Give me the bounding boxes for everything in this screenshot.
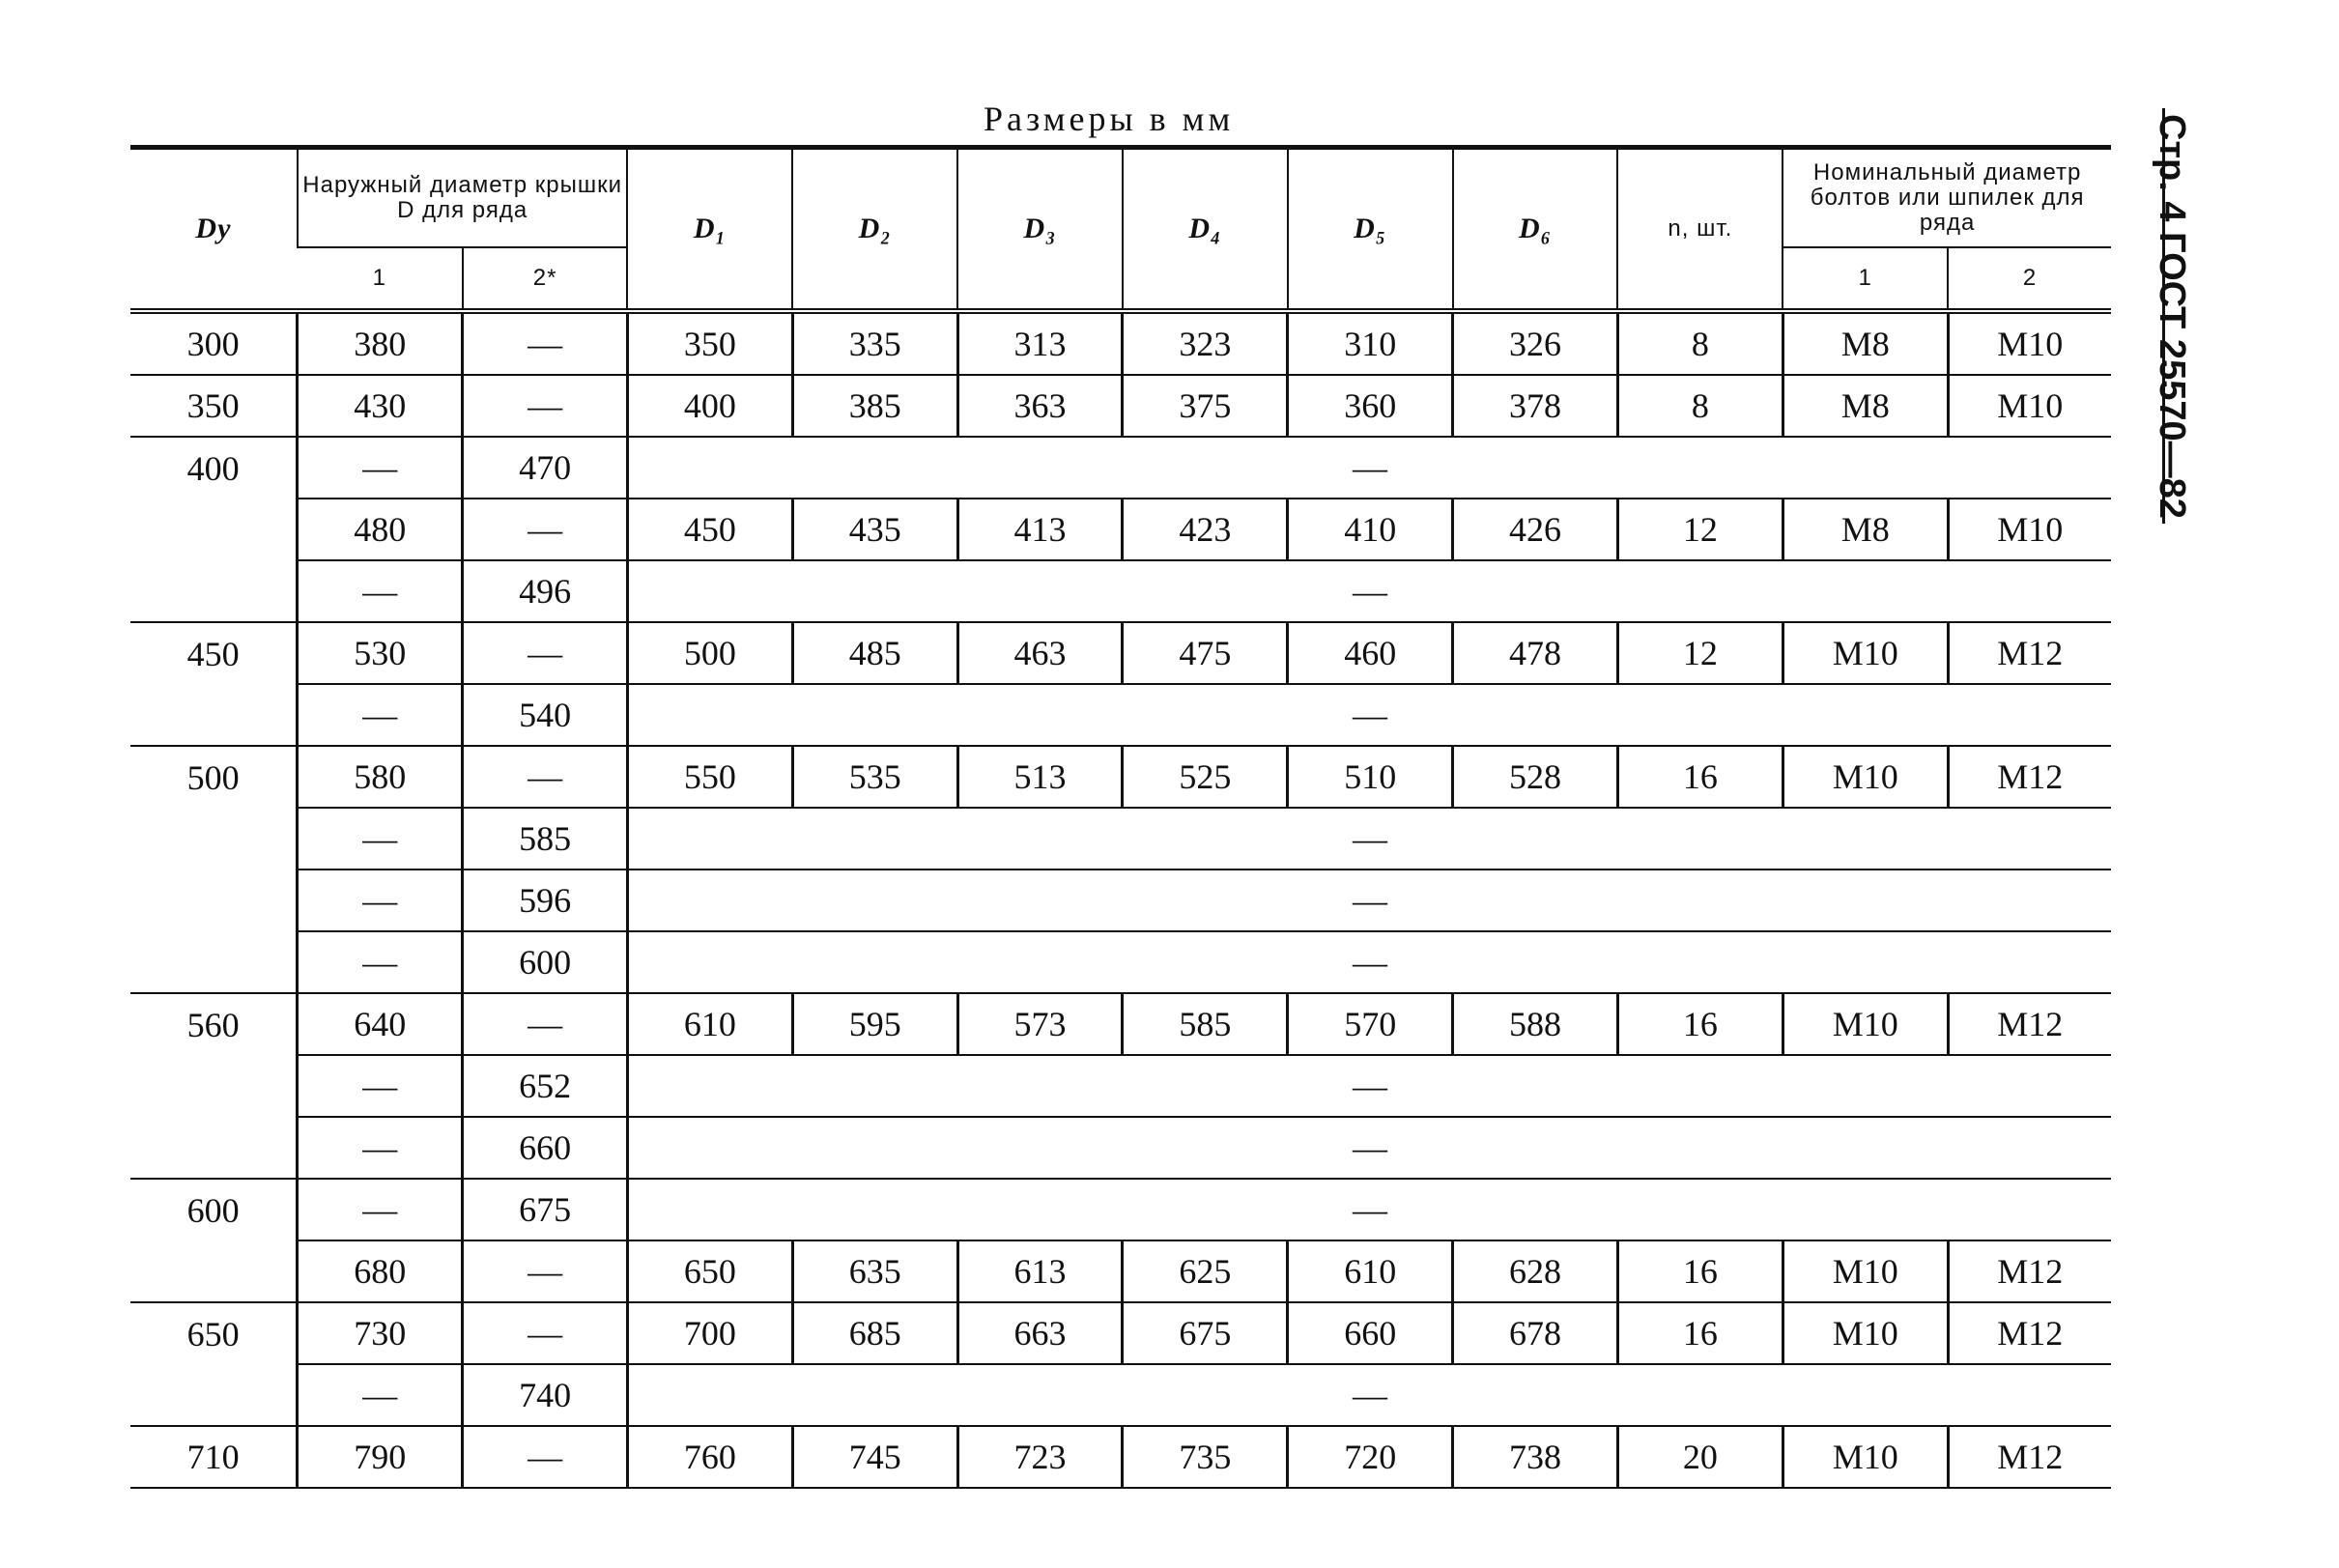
cell-d2: 485 <box>792 622 957 684</box>
cell-dy <box>130 1055 298 1117</box>
cell-r2: 470 <box>463 437 628 499</box>
cell-d3: 573 <box>957 993 1123 1055</box>
cell-merged-dash: — <box>627 1055 2111 1117</box>
cell-b2: M12 <box>1948 1302 2111 1364</box>
dimensions-table <box>130 145 2111 1489</box>
cell-r1: — <box>298 1055 463 1117</box>
table-row <box>130 622 2111 684</box>
cell-r2: — <box>463 993 628 1055</box>
cell-r2: 540 <box>463 684 628 746</box>
cell-d1: 610 <box>627 993 792 1055</box>
cell-n: 16 <box>1617 993 1783 1055</box>
cell-merged-dash: — <box>627 560 2111 622</box>
cell-r2: 600 <box>463 931 628 993</box>
cell-b1: M10 <box>1783 993 1948 1055</box>
cell-d4: 525 <box>1123 746 1288 808</box>
table-row <box>130 437 2111 499</box>
cell-n: 8 <box>1617 311 1783 375</box>
cell-d6: 588 <box>1453 993 1618 1055</box>
cell-r1: 380 <box>298 311 463 375</box>
cell-n: 16 <box>1617 1240 1783 1302</box>
cell-dy: 300 <box>130 311 298 375</box>
cell-d3: 513 <box>957 746 1123 808</box>
table-caption: Размеры в мм <box>984 100 1235 138</box>
cell-dy <box>130 499 298 560</box>
header-d3: D₃ <box>957 148 1123 312</box>
cell-b1: M8 <box>1783 375 1948 437</box>
table-row <box>130 684 2111 746</box>
cell-r2: 740 <box>463 1364 628 1426</box>
cell-b1: M10 <box>1783 1240 1948 1302</box>
cell-d1: 350 <box>627 311 792 375</box>
cell-r2: — <box>463 746 628 808</box>
cell-d6: 628 <box>1453 1240 1618 1302</box>
cell-dy: 500 <box>186 757 240 797</box>
table-row <box>130 1055 2111 1117</box>
cell-r2: — <box>463 1240 628 1302</box>
cell-r1: — <box>298 870 463 931</box>
cell-b2: M10 <box>1948 311 2111 375</box>
cell-r1: 730 <box>298 1302 463 1364</box>
cell-r2: — <box>463 499 628 560</box>
cell-r2: — <box>463 622 628 684</box>
cell-b2: M12 <box>1948 622 2111 684</box>
cell-d6: 738 <box>1453 1426 1618 1488</box>
header-d1: D₁ <box>627 148 792 312</box>
cell-r1: 430 <box>298 375 463 437</box>
cell-d3: 363 <box>957 375 1123 437</box>
cell-r2: 585 <box>463 808 628 870</box>
header-n-count: n, шт. <box>1617 148 1783 312</box>
header-d4: D₄ <box>1123 148 1288 312</box>
cell-merged-dash: — <box>627 684 2111 746</box>
cell-dy <box>130 1117 298 1179</box>
cell-d1: 400 <box>627 375 792 437</box>
cell-n: 12 <box>1617 499 1783 560</box>
cell-d3: 723 <box>957 1426 1123 1488</box>
cell-b2: M12 <box>1948 746 2111 808</box>
cell-d1: 760 <box>627 1426 792 1488</box>
table-row <box>130 1117 2111 1179</box>
cell-d2: 595 <box>792 993 957 1055</box>
cell-d2: 435 <box>792 499 957 560</box>
table-row <box>130 1426 2111 1488</box>
header-dy: Dу <box>195 213 232 244</box>
cell-n: 12 <box>1617 622 1783 684</box>
cell-d4: 735 <box>1123 1426 1288 1488</box>
cell-d6: 326 <box>1453 311 1618 375</box>
header-bolts: Номинальный диаметр болтов или шпилек для ряда <box>1783 148 2111 248</box>
cell-r1: — <box>298 1179 463 1240</box>
table-row <box>130 375 2111 437</box>
header-row-1: 1 <box>298 247 463 311</box>
cell-d5: 610 <box>1288 1240 1453 1302</box>
cell-b2: M10 <box>1948 499 2111 560</box>
table-row <box>130 1364 2111 1426</box>
cell-b2: M12 <box>1948 1240 2111 1302</box>
cell-d2: 745 <box>792 1426 957 1488</box>
table-row <box>130 1179 2111 1240</box>
cell-n: 16 <box>1617 1302 1783 1364</box>
cell-d2: 685 <box>792 1302 957 1364</box>
cell-r2: — <box>463 311 628 375</box>
table-row <box>130 746 2111 808</box>
cell-d4: 375 <box>1123 375 1288 437</box>
cell-d5: 660 <box>1288 1302 1453 1364</box>
cell-d6: 378 <box>1453 375 1618 437</box>
table-row <box>130 993 2111 1055</box>
cell-merged-dash: — <box>627 437 2111 499</box>
cell-dy: 650 <box>186 1314 240 1354</box>
cell-r1: 680 <box>298 1240 463 1302</box>
cell-dy: 600 <box>186 1190 240 1230</box>
cell-r1: — <box>298 560 463 622</box>
cell-b1: M10 <box>1783 1302 1948 1364</box>
cell-d5: 360 <box>1288 375 1453 437</box>
header-outer-diameter: Наружный диаметр крышки D для ряда <box>298 148 628 248</box>
cell-d1: 700 <box>627 1302 792 1364</box>
cell-b1: M10 <box>1783 1426 1948 1488</box>
cell-d2: 535 <box>792 746 957 808</box>
cell-b1: M10 <box>1783 622 1948 684</box>
header-d6: D₆ <box>1453 148 1618 312</box>
cell-dy <box>130 684 298 746</box>
cell-d3: 663 <box>957 1302 1123 1364</box>
table-row <box>130 499 2111 560</box>
dimensions-table-wrapper <box>130 145 2111 1489</box>
cell-r1: 640 <box>298 993 463 1055</box>
cell-d5: 570 <box>1288 993 1453 1055</box>
cell-b2: M10 <box>1948 375 2111 437</box>
cell-d4: 423 <box>1123 499 1288 560</box>
cell-b1: M10 <box>1783 746 1948 808</box>
cell-b2: M12 <box>1948 993 2111 1055</box>
cell-d2: 385 <box>792 375 957 437</box>
cell-d1: 550 <box>627 746 792 808</box>
cell-d4: 625 <box>1123 1240 1288 1302</box>
cell-merged-dash: — <box>627 1364 2111 1426</box>
cell-d6: 478 <box>1453 622 1618 684</box>
cell-n: 8 <box>1617 375 1783 437</box>
header-bolt-row-2: 2 <box>1948 247 2111 311</box>
cell-d1: 500 <box>627 622 792 684</box>
table-row <box>130 1240 2111 1302</box>
cell-dy: 350 <box>130 375 298 437</box>
cell-d6: 426 <box>1453 499 1618 560</box>
cell-b1: M8 <box>1783 311 1948 375</box>
cell-d5: 310 <box>1288 311 1453 375</box>
cell-dy: 400 <box>186 448 240 488</box>
cell-d3: 613 <box>957 1240 1123 1302</box>
cell-r2: — <box>463 1426 628 1488</box>
cell-d6: 528 <box>1453 746 1618 808</box>
header-d2: D₂ <box>792 148 957 312</box>
cell-d2: 635 <box>792 1240 957 1302</box>
cell-d5: 720 <box>1288 1426 1453 1488</box>
cell-d5: 410 <box>1288 499 1453 560</box>
cell-merged-dash: — <box>627 1179 2111 1240</box>
cell-r2: 675 <box>463 1179 628 1240</box>
cell-merged-dash: — <box>627 808 2111 870</box>
cell-b1: M8 <box>1783 499 1948 560</box>
table-header <box>130 148 2111 312</box>
page-running-header: Стр. 4 ГОСТ 25570—82 <box>2152 114 2192 519</box>
cell-r1: — <box>298 437 463 499</box>
cell-merged-dash: — <box>627 870 2111 931</box>
cell-r1: — <box>298 684 463 746</box>
cell-dy <box>130 1240 298 1302</box>
table-row <box>130 931 2111 993</box>
table-row <box>130 808 2111 870</box>
cell-r2: 652 <box>463 1055 628 1117</box>
cell-dy <box>130 870 298 931</box>
cell-r1: 580 <box>298 746 463 808</box>
table-row <box>130 311 2111 375</box>
cell-r2: 496 <box>463 560 628 622</box>
header-row-2: 2* <box>463 247 628 311</box>
cell-r1: — <box>298 1117 463 1179</box>
cell-d4: 585 <box>1123 993 1288 1055</box>
cell-d5: 510 <box>1288 746 1453 808</box>
cell-merged-dash: — <box>627 931 2111 993</box>
cell-dy: 450 <box>186 634 240 673</box>
table-body <box>130 311 2111 1488</box>
cell-dy <box>130 808 298 870</box>
cell-d4: 475 <box>1123 622 1288 684</box>
cell-dy <box>130 1364 298 1426</box>
cell-dy: 560 <box>186 1005 240 1044</box>
cell-d3: 463 <box>957 622 1123 684</box>
cell-r1: 480 <box>298 499 463 560</box>
table-row <box>130 870 2111 931</box>
cell-d6: 678 <box>1453 1302 1618 1364</box>
cell-dy: 710 <box>130 1426 298 1488</box>
table-row <box>130 560 2111 622</box>
cell-n: 16 <box>1617 746 1783 808</box>
cell-r1: — <box>298 1364 463 1426</box>
cell-d4: 675 <box>1123 1302 1288 1364</box>
cell-r2: 660 <box>463 1117 628 1179</box>
cell-d3: 313 <box>957 311 1123 375</box>
cell-d1: 650 <box>627 1240 792 1302</box>
cell-r1: 530 <box>298 622 463 684</box>
cell-r2: 596 <box>463 870 628 931</box>
cell-d5: 460 <box>1288 622 1453 684</box>
cell-dy <box>130 560 298 622</box>
cell-r2: — <box>463 1302 628 1364</box>
cell-r1: — <box>298 808 463 870</box>
cell-r1: 790 <box>298 1426 463 1488</box>
header-d5: D₅ <box>1288 148 1453 312</box>
header-bolt-row-1: 1 <box>1783 247 1948 311</box>
cell-d3: 413 <box>957 499 1123 560</box>
cell-d4: 323 <box>1123 311 1288 375</box>
cell-b2: M12 <box>1948 1426 2111 1488</box>
cell-d1: 450 <box>627 499 792 560</box>
cell-n: 20 <box>1617 1426 1783 1488</box>
cell-d2: 335 <box>792 311 957 375</box>
cell-dy <box>130 931 298 993</box>
cell-r1: — <box>298 931 463 993</box>
cell-r2: — <box>463 375 628 437</box>
table-row <box>130 1302 2111 1364</box>
cell-merged-dash: — <box>627 1117 2111 1179</box>
